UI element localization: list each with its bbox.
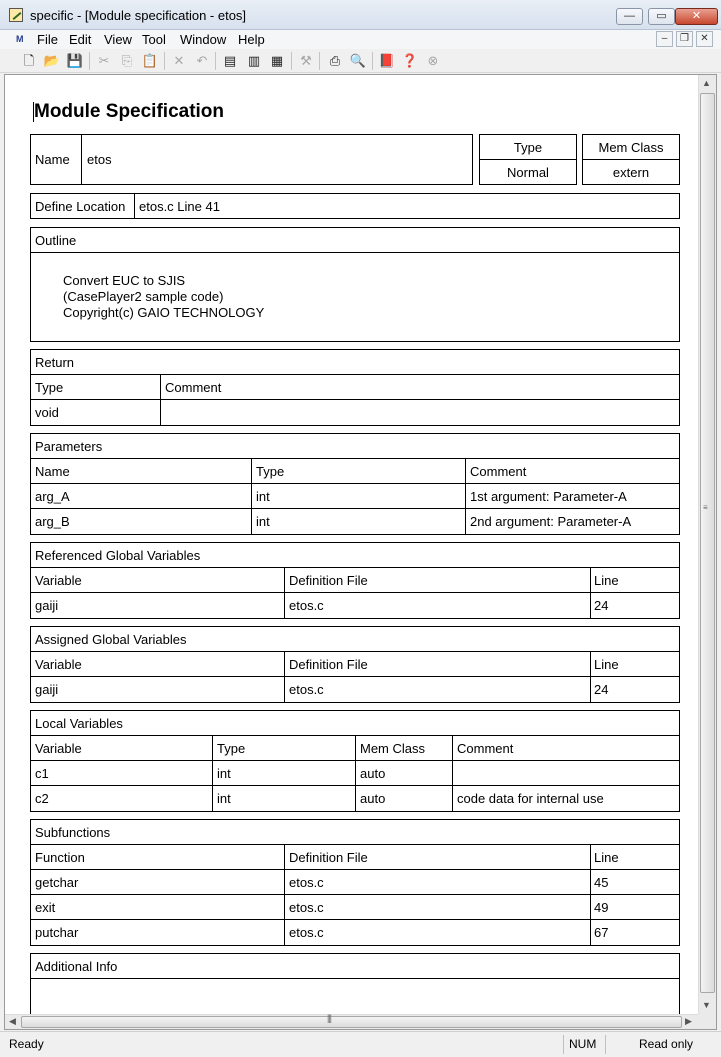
table-cell[interactable]: int: [217, 766, 231, 781]
horizontal-scroll-thumb[interactable]: [21, 1016, 682, 1028]
table-cell[interactable]: 67: [594, 925, 609, 940]
help-book-icon[interactable]: 📕: [378, 53, 396, 68]
type-value[interactable]: Normal: [507, 165, 549, 180]
name-label: Name: [35, 152, 70, 167]
status-divider: [605, 1035, 606, 1054]
divider: [30, 567, 680, 568]
column-header: Name: [35, 464, 70, 479]
status-ready: Ready: [9, 1037, 44, 1051]
close-button[interactable]: ✕: [675, 8, 718, 25]
divider: [30, 399, 680, 400]
define-location-box: [30, 193, 680, 219]
minimize-button[interactable]: —: [616, 8, 643, 25]
table-cell[interactable]: 45: [594, 875, 609, 890]
column-header: Variable: [35, 657, 82, 672]
undo-icon[interactable]: ↶: [196, 53, 208, 68]
column-header: Line: [594, 657, 619, 672]
column-header: Definition File: [289, 850, 368, 865]
additional-info-box: [30, 953, 680, 1014]
title-bar: [0, 0, 721, 30]
table-cell[interactable]: etos.c: [289, 682, 324, 697]
divider: [355, 735, 356, 812]
table-cell[interactable]: code data for internal use: [457, 791, 604, 806]
menu-bar: [0, 30, 721, 49]
column-header: Variable: [35, 741, 82, 756]
column-header: Line: [594, 850, 619, 865]
column-header: Line: [594, 573, 619, 588]
outline-line[interactable]: Copyright(c) GAIO TECHNOLOGY: [63, 305, 265, 320]
save-icon[interactable]: 💾: [66, 53, 84, 68]
print-preview-icon[interactable]: 🔍: [349, 53, 367, 68]
whats-this-icon[interactable]: ❓: [401, 53, 419, 68]
table-cell[interactable]: etos.c: [289, 900, 324, 915]
table-cell[interactable]: 49: [594, 900, 609, 915]
scroll-corner: [698, 1014, 716, 1029]
scroll-up-icon[interactable]: ▲: [702, 78, 711, 88]
cut-icon[interactable]: ✂: [98, 53, 110, 68]
column-header: Definition File: [289, 657, 368, 672]
table-cell[interactable]: int: [256, 514, 270, 529]
divider: [590, 651, 591, 703]
table-cell[interactable]: int: [256, 489, 270, 504]
divider: [30, 252, 680, 253]
vertical-scrollbar[interactable]: [698, 75, 716, 1014]
status-readonly: Read only: [639, 1037, 694, 1051]
table-cell[interactable]: putchar: [35, 925, 79, 940]
column-header: Comment: [165, 380, 222, 395]
outline-label: Outline: [35, 233, 77, 248]
horizontal-scrollbar[interactable]: [5, 1014, 698, 1029]
print-icon[interactable]: ⎙: [329, 53, 341, 68]
document-view[interactable]: [5, 75, 698, 1014]
menu-file[interactable]: File: [37, 32, 58, 47]
doc-restore-button[interactable]: ❐: [676, 31, 693, 47]
memclass-value[interactable]: extern: [612, 165, 650, 180]
copy-icon[interactable]: ⎘: [121, 53, 133, 68]
view-page-icon[interactable]: ▥: [247, 53, 261, 68]
divider: [479, 159, 577, 160]
table-cell[interactable]: auto: [360, 766, 386, 781]
status-bar: [0, 1031, 721, 1057]
paste-icon[interactable]: 📋: [141, 53, 159, 68]
divider: [160, 374, 161, 426]
menu-edit[interactable]: Edit: [69, 32, 92, 47]
column-header: Variable: [35, 573, 82, 588]
menu-view[interactable]: View: [104, 32, 132, 47]
column-header: Type: [256, 464, 285, 479]
open-folder-icon[interactable]: 📂: [43, 53, 61, 68]
subfunctions-label: Subfunctions: [35, 825, 111, 840]
toolbar: [0, 49, 721, 73]
menu-tool[interactable]: Tool: [142, 32, 166, 47]
table-cell[interactable]: gaiji: [35, 598, 59, 613]
divider: [284, 651, 285, 703]
view-list-icon[interactable]: ▤: [223, 53, 237, 68]
grip-icon: ≡: [703, 503, 708, 512]
divider: [30, 483, 680, 484]
table-cell[interactable]: auto: [360, 791, 386, 806]
page-title: Module Specification: [34, 101, 225, 122]
assigned-globals-label: Assigned Global Variables: [35, 632, 187, 647]
status-num: NUM: [569, 1037, 597, 1051]
column-header: Type: [35, 380, 64, 395]
table-cell[interactable]: arg_A: [35, 489, 70, 504]
local-vars-label: Local Variables: [35, 716, 123, 731]
table-cell[interactable]: gaiji: [35, 682, 59, 697]
table-cell[interactable]: int: [217, 791, 231, 806]
memclass-label: Mem Class: [598, 140, 664, 155]
divider: [30, 676, 680, 677]
subfunctions-table: [30, 819, 680, 946]
table-cell[interactable]: etos.c: [289, 598, 324, 613]
column-header: Mem Class: [360, 741, 426, 756]
new-doc-icon[interactable]: 🗋: [23, 53, 35, 68]
window-title: specific - [Module specification - etos]: [30, 8, 247, 23]
table-cell[interactable]: 24: [594, 682, 609, 697]
scroll-left-icon[interactable]: ◀: [9, 1016, 16, 1026]
app-icon[interactable]: [9, 8, 23, 22]
table-cell[interactable]: getchar: [35, 875, 79, 890]
outline-line[interactable]: (CasePlayer2 sample code): [63, 289, 224, 304]
scroll-down-icon[interactable]: ▼: [702, 1000, 711, 1010]
parameters-label: Parameters: [35, 439, 103, 454]
doc-close-button[interactable]: ✕: [696, 31, 713, 47]
divider: [30, 508, 680, 509]
divider: [30, 458, 680, 459]
return-table: [30, 349, 680, 426]
divider: [465, 458, 466, 535]
toolbar-separator: [164, 52, 165, 70]
document-window: [4, 74, 717, 1030]
divider: [81, 134, 82, 185]
table-cell[interactable]: 1st argument: Parameter-A: [470, 489, 627, 504]
additional-info-label: Additional Info: [35, 959, 118, 974]
divider: [590, 844, 591, 946]
type-label: Type: [513, 140, 543, 155]
table-cell[interactable]: 24: [594, 598, 609, 613]
name-value[interactable]: etos: [87, 152, 112, 167]
menu-window[interactable]: Window: [180, 32, 227, 47]
divider: [30, 919, 680, 920]
divider: [284, 567, 285, 619]
grip-icon: |||: [327, 1013, 332, 1023]
compile-icon[interactable]: ⚒: [300, 53, 312, 68]
vertical-scroll-thumb[interactable]: [700, 93, 715, 993]
divider: [30, 978, 680, 979]
divider: [30, 651, 680, 652]
divider: [582, 159, 680, 160]
toolbar-separator: [372, 52, 373, 70]
stop-icon[interactable]: ⊗: [427, 53, 439, 68]
column-header: Comment: [457, 741, 514, 756]
table-cell[interactable]: c1: [35, 766, 49, 781]
divider: [251, 458, 252, 535]
column-header: Definition File: [289, 573, 368, 588]
column-header: Function: [35, 850, 85, 865]
table-cell[interactable]: c2: [35, 791, 49, 806]
divider: [30, 894, 680, 895]
divider: [30, 592, 680, 593]
outline-line[interactable]: Convert EUC to SJIS: [63, 273, 186, 288]
toolbar-separator: [215, 52, 216, 70]
table-cell[interactable]: 2nd argument: Parameter-A: [470, 514, 632, 529]
menu-help[interactable]: Help: [238, 32, 265, 47]
divider: [284, 844, 285, 946]
divider: [452, 735, 453, 812]
define-location-label: Define Location: [35, 199, 126, 214]
divider: [30, 374, 680, 375]
table-cell[interactable]: exit: [35, 900, 56, 915]
doc-minimize-button[interactable]: –: [656, 31, 673, 47]
maximize-button[interactable]: ▭: [648, 8, 675, 25]
mdi-document-icon[interactable]: M: [16, 34, 24, 44]
toolbar-separator: [319, 52, 320, 70]
scroll-right-icon[interactable]: ▶: [685, 1016, 692, 1026]
view-detail-icon[interactable]: ▦: [270, 53, 284, 68]
table-cell[interactable]: etos.c: [289, 875, 324, 890]
toolbar-separator: [89, 52, 90, 70]
divider: [30, 869, 680, 870]
divider: [590, 567, 591, 619]
divider: [212, 735, 213, 812]
column-header: Comment: [470, 464, 527, 479]
column-header: Type: [217, 741, 246, 756]
divider: [134, 193, 135, 219]
toolbar-separator: [291, 52, 292, 70]
return-label: Return: [35, 355, 75, 370]
delete-icon[interactable]: ✕: [173, 53, 185, 68]
table-cell[interactable]: etos.c: [289, 925, 324, 940]
status-divider: [563, 1035, 564, 1054]
ref-globals-label: Referenced Global Variables: [35, 548, 201, 563]
table-cell[interactable]: arg_B: [35, 514, 70, 529]
define-location-value[interactable]: etos.c Line 41: [139, 199, 220, 214]
table-cell[interactable]: void: [35, 405, 59, 420]
divider: [30, 844, 680, 845]
